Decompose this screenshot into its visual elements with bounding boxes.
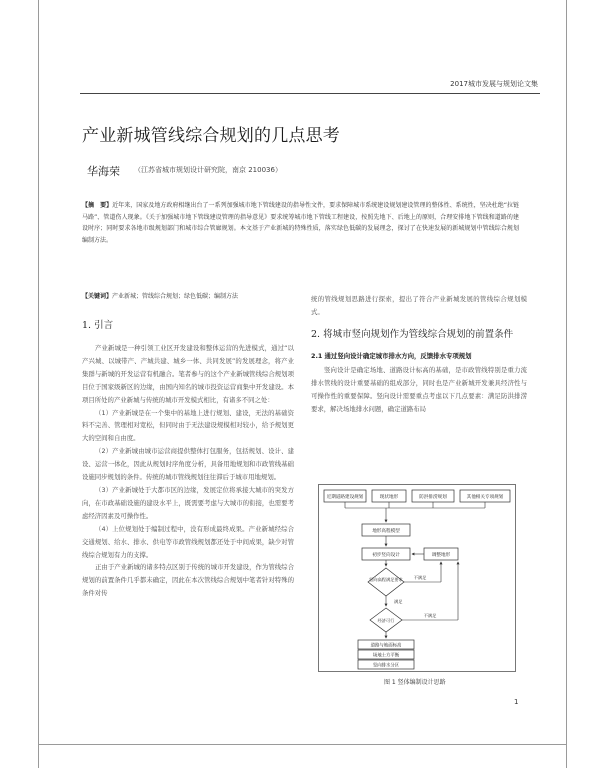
flow-text-diamond-check: 竖向高程满足要求 (369, 577, 403, 582)
paragraph: （2）产业新城由城市运营商提供整体打包服务，包括规划、设计、建设、运营一体化，因此从规划时序角度分析，具备用地规划和市政管线基础设施同步规划的条件。传统的城市管线规划往往滞后于城市用地规划。 (82, 447, 294, 482)
figure-1-flowchart (318, 484, 516, 672)
flow-label-no: 不满足 (423, 613, 437, 618)
author-affiliation: （江苏省城市规划设计研究院，南京 210036） (134, 166, 282, 174)
flow-text-elevation-model: 地形高程模型 (372, 529, 400, 534)
author-name: 华海荣 (87, 165, 120, 178)
flow-text-initial-design: 初步竖向设计 (372, 553, 400, 558)
paragraph: 正由于产业新城的诸多特点区别于传统的城市开发建设，作为管线综合规划的前置条件几乎都未确定，因此在本次管线综合规划中笔者针对特殊的条件对传 (82, 563, 294, 598)
paragraph: （4）上位规划处于编制过程中，没有形成最终成果。产业新城经综合交通规划、给水、排水、供电等市政管线规划都还处于中间成果，缺少对管线综合规划有力的支撑。 (82, 524, 294, 559)
paragraph: （1）产业新城是在一个集中的基地上进行规划、建设，无法的基础资料不完善、管理相对宽松，但同时由于无法建设规模相对较小，给予规划更大的空间和自由度。 (82, 408, 294, 443)
keywords-text: 产业新城；管线综合规划；绿色低碳；编制方法 (112, 293, 239, 300)
right-column (311, 293, 527, 415)
flow-text-road-level: 道路与地面标高 (370, 643, 402, 649)
paragraph: 竖向设计是确定场地、道路设计标高的基础，是市政管线特别是重力流排水管线的设计重要基础的组成部分，同时也是产业新城开发兼具经济性与可操作性的重要保障。竖向设计需要重点考虑以下几点要素：满足防洪排涝要求，解决场地排水问题，确定道路布局 (311, 365, 527, 413)
header-rule (80, 93, 540, 94)
flow-label-satisfied: 满足 (394, 599, 403, 604)
abstract-label: 【摘 要】 (82, 202, 113, 209)
keywords-label: 【关键词】 (82, 293, 113, 300)
abstract (82, 200, 519, 246)
flow-text-earthwork: 场地土方平衡 (372, 653, 400, 659)
section-1-heading: 1. 引言 (82, 320, 114, 331)
paper-title: 产业新城管线综合规划的几点思考 (82, 126, 340, 146)
flow-diamond-check (368, 568, 404, 596)
flow-text-adjust: 调整地形 (431, 553, 451, 558)
flow-text-diamond-feasible: 经济可行 (377, 618, 395, 623)
page-frame-left (38, 0, 39, 768)
section-2-heading: 2. 将城市竖向规划作为管线综合规划的前置条件 (311, 328, 514, 340)
page-frame-right (566, 0, 567, 768)
paragraph-continued: 统的管线规划思路进行探索，提出了符合产业新城发展的管线综合规划模式。 (311, 295, 527, 316)
paragraph: （3）产业新城处于大都市区的边缘，发展定位将承接大城市的突发方向，在市政基础设施的建设水平上，既需要考虑与大城市的衔接，也需要考虑经济因素及可操作性。 (82, 485, 294, 520)
subsection-2-1-heading: 2.1 通过竖向设计确定城市排水方向，反馈排水专项规划 (311, 351, 472, 360)
flow-label-unsatisfied: 不满足 (413, 575, 427, 580)
page-frame-bottom (38, 744, 567, 745)
abstract-text: 近年来，国家及地方政府相继出台了一系列加强城市地下管线建设的指导性文件，要求保障城市系统建设规划建设管理的整体性、系统性，坚决杜绝“拉链马路”、管道伤人现象。《关于加强城市地下管线建设管理的指导意见》要求统筹城市地下管线工程建设，按照先地下、后地上的原则，合理安排地下管线和道路的建设时序；同时要求各地市级规划部门和城市综合管廊规划。本文基于产业新城的特殊性质，落实绿色低碳的发展理念，探讨了在快速发展的新城规划中管线综合规划编制方法。 (82, 202, 519, 244)
flow-text-flood: 防洪排涝规划 (419, 495, 447, 500)
flow-text-other-plans: 其他相关专项规划 (466, 495, 504, 500)
flow-text-roads: 近期道路建设规划 (326, 495, 364, 500)
flow-text-drainage-zones: 竖向排水分区 (372, 663, 400, 669)
running-head: 2017城市发展与规划论文集 (450, 80, 538, 88)
paragraph: 产业新城是一种引领工业区开发建设和整体运营的先进模式，通过“以产兴城、以城带产、产城共建、城乡一体、共同发展”的发展理念，将产业集群与新城的开发运营有机融合。笔者参与的这个产业新城管线综合规划项目位于国家级新区的边缘，由国内知名的城市投资运营商集中开发建设。本项目所处的产业新城与传统的城市开发模式相比，有诸多不同之处： (82, 344, 294, 404)
figure-caption: 图 1 竖体编制设计思路 (384, 679, 446, 686)
page-number: 1 (514, 698, 519, 706)
left-column (82, 319, 294, 600)
flow-text-terrain-now: 现状地形 (379, 495, 399, 500)
